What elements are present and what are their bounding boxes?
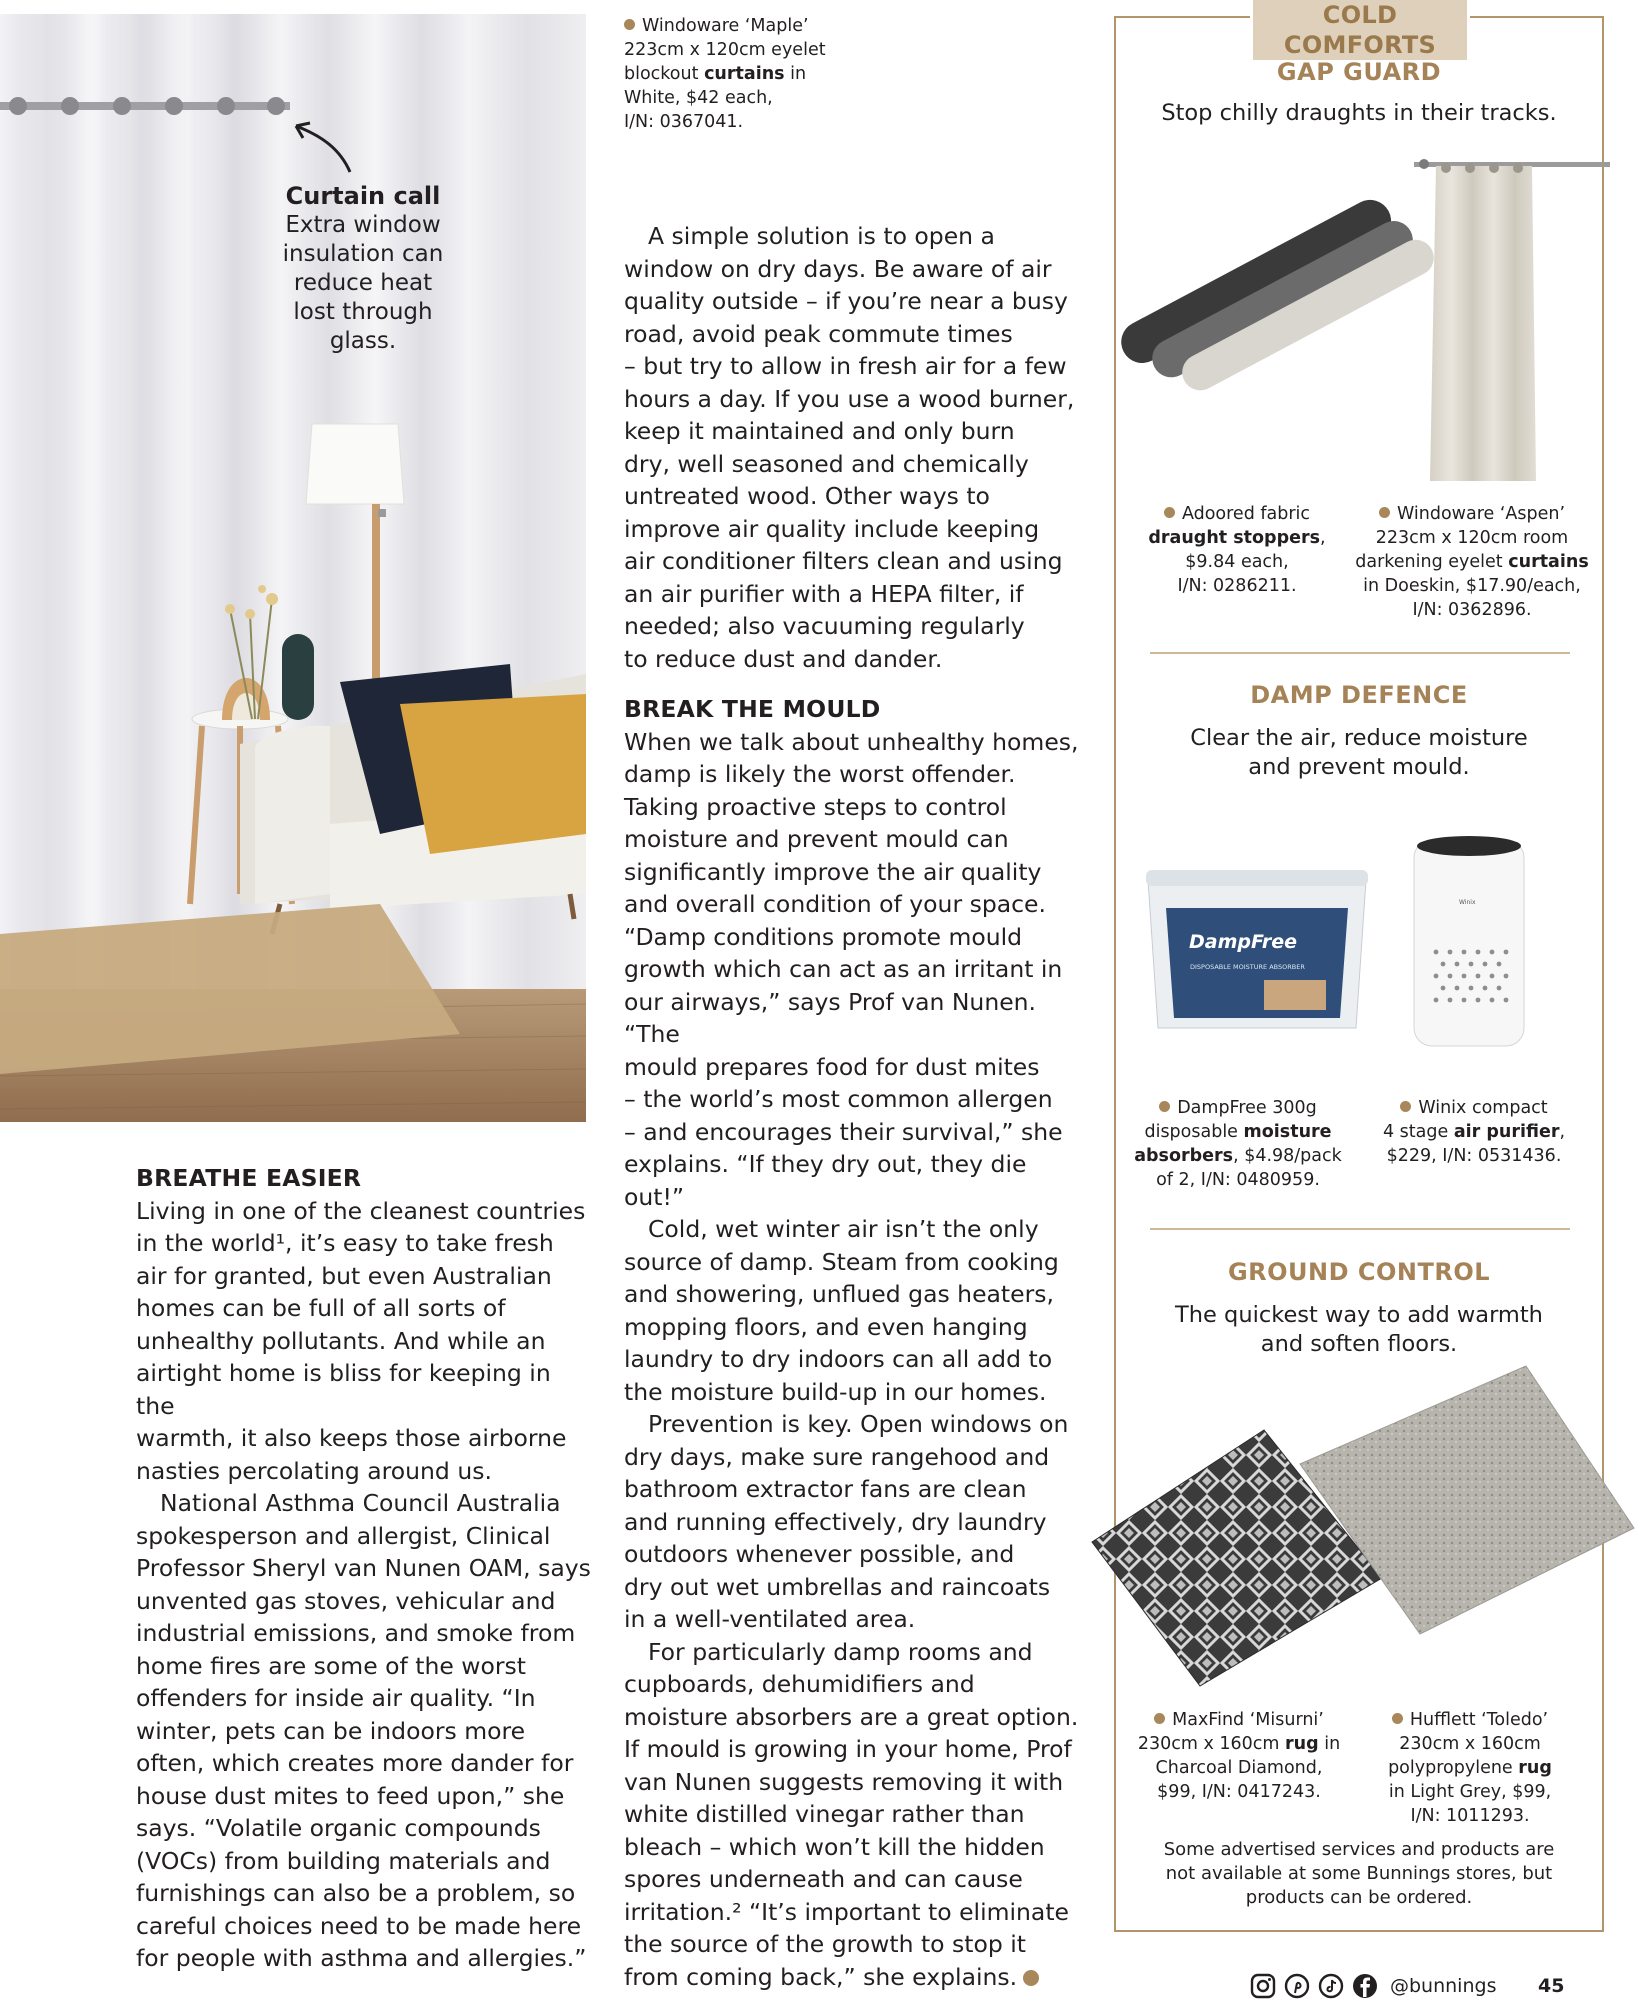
text-line: keep it maintained and only burn <box>624 417 1015 445</box>
section-heading-breathe-easier: BREATHE EASIER <box>136 1164 362 1192</box>
text-line: says. “Volatile organic compounds <box>136 1814 541 1842</box>
text-line: often, which creates more dander for <box>136 1749 574 1777</box>
gap-guard-sub: Stop chilly draughts in their tracks. <box>1161 100 1557 126</box>
breathe-paragraphs <box>136 1195 596 1975</box>
text-line: and overall condition of your space. <box>624 890 1046 918</box>
text-line: – the world’s most common allergen <box>624 1085 1053 1113</box>
text-line: Living in one of the cleanest countries <box>136 1196 586 1225</box>
toledo-rug-caption: Hufflett ‘Toledo’ 230cm x 160cm polypropylene rug in Light Grey, $99, I/N: 1011293. <box>1388 1710 1552 1826</box>
text-line: A simple solution is to open a <box>648 222 995 250</box>
bullet-dot-icon <box>1159 1101 1170 1112</box>
text-line: irritation.² “It’s important to eliminate <box>624 1897 1069 1926</box>
article-column-left <box>136 1162 596 1975</box>
text-line: When we talk about unhealthy homes, <box>624 727 1079 756</box>
curtain-caption-title: Curtain call <box>285 182 441 210</box>
article-column-centre <box>624 220 1084 1993</box>
text-line: outdoors whenever possible, and <box>624 1540 1015 1568</box>
draught-stoppers-caption: Adoored fabric draught stoppers, $9.84 each, I/N: 0286211. <box>1148 504 1326 596</box>
text-line: National Asthma Council Australia <box>160 1489 561 1517</box>
damp-defence-heading: DAMP DEFENCE <box>1250 681 1468 709</box>
text-line: nasties percolating around us. <box>136 1456 492 1485</box>
pinterest-icon[interactable] <box>1284 1973 1310 1999</box>
text-line: moisture absorbers are a great option. <box>624 1702 1079 1731</box>
bullet-dot-icon <box>624 19 635 30</box>
winix-purifier-image <box>1406 832 1532 1052</box>
mould-paragraphs <box>624 726 1084 1994</box>
text-line: white distilled vinegar rather than <box>624 1800 1025 1828</box>
text-line: explains. “If they dry out, they die out!” <box>624 1150 1027 1211</box>
text-line: spores underneath and can cause <box>624 1865 1023 1893</box>
section-divider <box>1150 1228 1570 1230</box>
bullet-dot-icon <box>1379 507 1390 518</box>
curtain-caption-line: reduce heat <box>293 270 433 296</box>
text-line: needed; also vacuuming regularly <box>624 612 1025 640</box>
tub-brand-label: DampFree <box>1189 931 1298 953</box>
text-line: and running effectively, dry laundry <box>624 1507 1047 1536</box>
text-line: an air purifier with a HEPA filter, if <box>624 579 1024 608</box>
text-line: van Nunen suggests removing it with <box>624 1767 1064 1796</box>
winix-caption: Winix compact 4 stage air purifier, $229, I/N: 0531436. <box>1382 1098 1566 1166</box>
text-line: dry days, make sure rangehood and <box>624 1442 1050 1471</box>
text-line: industrial emissions, and smoke from <box>136 1619 576 1647</box>
curtain-caption-line: Extra window <box>285 212 441 238</box>
text-line: air conditioner filters clean and using <box>624 547 1063 575</box>
product-name: Windoware ‘Maple’ <box>642 16 809 36</box>
text-line: Professor Sheryl van Nunen OAM, says <box>136 1554 591 1582</box>
text-line: moisture and prevent mould can <box>624 825 1009 853</box>
text-line: If mould is growing in your home, Prof <box>624 1735 1072 1763</box>
rugs-image <box>1090 1364 1636 1704</box>
bullet-dot-icon <box>1154 1713 1165 1724</box>
intro-paragraph <box>624 220 1084 675</box>
text-line: dry out wet umbrellas and raincoats <box>624 1572 1051 1601</box>
social-bar <box>1250 1972 1496 2000</box>
curtain-caption-line: glass. <box>329 328 397 354</box>
facebook-icon[interactable] <box>1352 1973 1378 1999</box>
text-line: in a well-ventilated area. <box>624 1605 916 1633</box>
text-line: road, avoid peak commute times <box>624 319 1013 348</box>
product-desc: in <box>784 64 807 84</box>
text-line: careful choices need to be made here <box>136 1911 582 1940</box>
ground-control-heading: GROUND CONTROL <box>1227 1258 1491 1286</box>
text-line: untreated wood. Other ways to <box>624 482 990 510</box>
text-line: Taking proactive steps to control <box>624 792 1007 821</box>
tub-product-label: DISPOSABLE MOISTURE ABSORBER <box>1190 963 1305 971</box>
text-line: source of damp. Steam from cooking <box>624 1247 1059 1276</box>
text-line: – and encourages their survival,” she <box>624 1117 1063 1146</box>
text-line: mould prepares food for dust mites <box>624 1052 1040 1081</box>
room-photo <box>0 14 586 1122</box>
dampfree-tub-image <box>1142 862 1372 1034</box>
product-size: 223cm x 120cm eyelet <box>624 40 826 60</box>
curtain-caption-line: insulation can <box>282 241 444 267</box>
living-room-image <box>0 14 586 1122</box>
misurni-rug-caption: MaxFind ‘Misurni’ 230cm x 160cm rug in Charcoal Diamond, $99, I/N: 0417243. <box>1137 1710 1341 1802</box>
gap-guard-heading: GAP GUARD <box>1276 58 1442 86</box>
disclaimer: Some advertised services and products are not available at some Bunnings stores, but products can be ordered. <box>1163 1839 1555 1908</box>
text-line: spokesperson and allergist, Clinical <box>136 1521 551 1550</box>
product-type: curtains <box>704 64 785 84</box>
text-line: “Damp conditions promote mould <box>624 922 1023 951</box>
text-line: from coming back,” she explains. <box>624 1961 1084 1994</box>
text-line: airtight home is bliss for keeping in the <box>136 1359 551 1420</box>
text-line: Cold, wet winter air isn’t the only <box>648 1215 1039 1243</box>
text-line: Prevention is key. Open windows on <box>648 1410 1069 1438</box>
text-line: air for granted, but even Australian <box>136 1261 552 1290</box>
curtain-caption <box>270 182 456 356</box>
bullet-dot-icon <box>1400 1101 1411 1112</box>
product-item-number: I/N: 0367041. <box>624 112 744 132</box>
text-line: winter, pets can be indoors more <box>136 1716 526 1745</box>
product-price: White, $42 each, <box>624 88 773 108</box>
text-line: window on dry days. Be aware of air <box>624 254 1052 283</box>
text-line: growth which can act as an irritant in <box>624 955 1063 983</box>
text-line: (VOCs) from building materials and <box>136 1846 551 1875</box>
text-line: home fires are some of the worst <box>136 1651 526 1680</box>
draught-stoppers-image <box>1096 150 1436 450</box>
text-line: and showering, unflued gas heaters, <box>624 1280 1054 1308</box>
text-line: the source of the growth to stop it <box>624 1930 1026 1958</box>
aspen-curtain-image <box>1412 156 1612 486</box>
text-line: unvented gas stoves, vehicular and <box>136 1586 556 1615</box>
text-line: dry, well seasoned and chemically <box>624 449 1029 478</box>
aspen-curtain-caption: Windoware ‘Aspen’ 223cm x 120cm room darkening eyelet curtains in Doeskin, $17.90/each, I/N: 0362896. <box>1355 504 1589 620</box>
text-line: warmth, it also keeps those airborne <box>136 1424 567 1452</box>
product-desc: blockout <box>624 64 699 84</box>
text-line: significantly improve the air quality <box>624 857 1042 886</box>
text-line: bathroom extractor fans are clean <box>624 1475 1027 1503</box>
text-line: damp is likely the worst offender. <box>624 760 1016 788</box>
damp-defence-sub: Clear the air, reduce moisture and prevent mould. <box>1190 725 1528 780</box>
text-line: the moisture build-up in our homes. <box>624 1377 1047 1406</box>
social-handle[interactable]: @bunnings <box>1390 1975 1497 1997</box>
ground-control-sub: The quickest way to add warmth and soften floors. <box>1175 1302 1543 1357</box>
text-line: improve air quality include keeping <box>624 514 1040 543</box>
tiktok-icon[interactable] <box>1318 1973 1344 1999</box>
bullet-dot-icon <box>1392 1713 1403 1724</box>
text-line: – but try to allow in fresh air for a few <box>624 352 1067 380</box>
text-line: cupboards, dehumidifiers and <box>624 1670 975 1698</box>
text-line: offenders for inside air quality. “In <box>136 1684 536 1712</box>
section-heading-break-the-mould: BREAK THE MOULD <box>624 695 881 723</box>
text-line: our airways,” says Prof van Nunen. “The <box>624 987 1037 1048</box>
dampfree-caption: DampFree 300g disposable moisture absorbers, $4.98/pack of 2, I/N: 0480959. <box>1134 1098 1342 1190</box>
section-divider <box>1150 652 1570 654</box>
text-line: laundry to dry indoors can all add to <box>624 1345 1053 1373</box>
page-number: 45 <box>1538 1975 1565 1997</box>
text-line: in the world¹, it’s easy to take fresh <box>136 1229 554 1257</box>
bullet-dot-icon <box>1164 507 1175 518</box>
text-line: to reduce dust and dander. <box>624 644 943 673</box>
text-line: quality outside – if you’re near a busy <box>624 287 1068 315</box>
text-line: mopping floors, and even hanging <box>624 1312 1028 1341</box>
text-line: furnishings can also be a problem, so <box>136 1879 576 1907</box>
text-line: For particularly damp rooms and <box>648 1637 1033 1666</box>
sidebar-tag: COLD COMFORTS <box>1250 0 1470 30</box>
text-line: unhealthy pollutants. And while an <box>136 1326 546 1355</box>
text-line: hours a day. If you use a wood burner, <box>624 384 1075 413</box>
instagram-icon[interactable] <box>1250 1973 1276 1999</box>
text-line: for people with asthma and allergies.” <box>136 1944 587 1972</box>
text-line: homes can be full of all sorts of <box>136 1294 506 1322</box>
text-line: house dust mites to feed upon,” she <box>136 1781 565 1810</box>
purifier-brand-label: Winix <box>1459 899 1476 906</box>
text-line: bleach – which won’t kill the hidden <box>624 1832 1045 1861</box>
curtain-caption-line: lost through <box>293 299 433 325</box>
end-of-article-dot-icon <box>1023 1970 1039 1986</box>
maple-curtain-product <box>624 14 884 134</box>
